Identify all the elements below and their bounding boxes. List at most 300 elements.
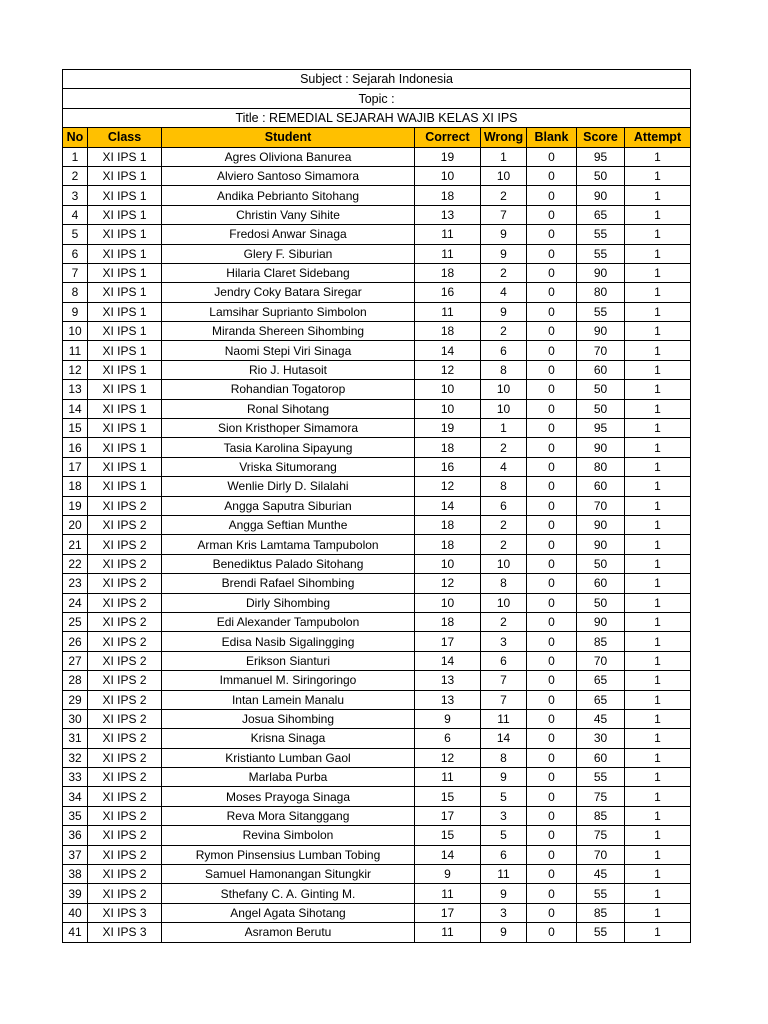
cell-wrong: 2	[481, 612, 527, 631]
cell-attempt: 1	[625, 360, 691, 379]
cell-student: Agres Oliviona Banurea	[162, 147, 415, 166]
cell-no: 26	[63, 632, 88, 651]
cell-no: 7	[63, 263, 88, 282]
cell-student: Fredosi Anwar Sinaga	[162, 225, 415, 244]
cell-score: 70	[577, 496, 625, 515]
cell-class: XI IPS 2	[88, 496, 162, 515]
cell-no: 35	[63, 806, 88, 825]
cell-class: XI IPS 1	[88, 147, 162, 166]
cell-blank: 0	[527, 865, 577, 884]
cell-class: XI IPS 1	[88, 380, 162, 399]
cell-score: 75	[577, 787, 625, 806]
cell-score: 90	[577, 322, 625, 341]
cell-wrong: 6	[481, 845, 527, 864]
column-header-score: Score	[577, 128, 625, 147]
cell-no: 17	[63, 457, 88, 476]
cell-attempt: 1	[625, 166, 691, 185]
cell-attempt: 1	[625, 535, 691, 554]
cell-class: XI IPS 1	[88, 438, 162, 457]
cell-student: Asramon Berutu	[162, 923, 415, 942]
cell-blank: 0	[527, 768, 577, 787]
cell-no: 25	[63, 612, 88, 631]
cell-no: 2	[63, 166, 88, 185]
cell-class: XI IPS 1	[88, 186, 162, 205]
cell-student: Rio J. Hutasoit	[162, 360, 415, 379]
cell-blank: 0	[527, 709, 577, 728]
table-row	[63, 768, 691, 787]
cell-no: 15	[63, 419, 88, 438]
cell-attempt: 1	[625, 341, 691, 360]
cell-wrong: 2	[481, 438, 527, 457]
cell-attempt: 1	[625, 263, 691, 282]
table-row	[63, 341, 691, 360]
cell-blank: 0	[527, 903, 577, 922]
cell-blank: 0	[527, 612, 577, 631]
cell-correct: 10	[415, 554, 481, 573]
cell-student: Tasia Karolina Sipayung	[162, 438, 415, 457]
cell-wrong: 8	[481, 748, 527, 767]
cell-class: XI IPS 2	[88, 845, 162, 864]
table-row	[63, 593, 691, 612]
cell-student: Reva Mora Sitanggang	[162, 806, 415, 825]
cell-score: 65	[577, 690, 625, 709]
cell-wrong: 2	[481, 186, 527, 205]
cell-blank: 0	[527, 360, 577, 379]
cell-no: 28	[63, 671, 88, 690]
cell-score: 50	[577, 380, 625, 399]
cell-score: 55	[577, 923, 625, 942]
cell-student: Benediktus Palado Sitohang	[162, 554, 415, 573]
cell-blank: 0	[527, 225, 577, 244]
cell-class: XI IPS 2	[88, 632, 162, 651]
cell-attempt: 1	[625, 399, 691, 418]
cell-correct: 14	[415, 845, 481, 864]
cell-correct: 12	[415, 477, 481, 496]
cell-wrong: 4	[481, 457, 527, 476]
cell-student: Jendry Coky Batara Siregar	[162, 283, 415, 302]
cell-no: 1	[63, 147, 88, 166]
cell-attempt: 1	[625, 632, 691, 651]
cell-blank: 0	[527, 632, 577, 651]
cell-student: Angga Saputra Siburian	[162, 496, 415, 515]
cell-correct: 18	[415, 515, 481, 534]
cell-class: XI IPS 2	[88, 554, 162, 573]
cell-student: Erikson Sianturi	[162, 651, 415, 670]
cell-attempt: 1	[625, 477, 691, 496]
table-row	[63, 244, 691, 263]
cell-score: 90	[577, 438, 625, 457]
cell-wrong: 3	[481, 632, 527, 651]
cell-wrong: 8	[481, 477, 527, 496]
cell-no: 4	[63, 205, 88, 224]
cell-wrong: 5	[481, 826, 527, 845]
cell-student: Naomi Stepi Viri Sinaga	[162, 341, 415, 360]
cell-attempt: 1	[625, 244, 691, 263]
cell-wrong: 2	[481, 322, 527, 341]
cell-attempt: 1	[625, 438, 691, 457]
cell-class: XI IPS 1	[88, 283, 162, 302]
cell-class: XI IPS 1	[88, 302, 162, 321]
cell-score: 80	[577, 283, 625, 302]
table-row	[63, 263, 691, 282]
cell-wrong: 2	[481, 515, 527, 534]
cell-blank: 0	[527, 244, 577, 263]
cell-blank: 0	[527, 380, 577, 399]
cell-correct: 11	[415, 768, 481, 787]
cell-correct: 15	[415, 787, 481, 806]
cell-attempt: 1	[625, 671, 691, 690]
cell-class: XI IPS 2	[88, 806, 162, 825]
cell-blank: 0	[527, 729, 577, 748]
cell-correct: 18	[415, 186, 481, 205]
cell-blank: 0	[527, 923, 577, 942]
cell-class: XI IPS 1	[88, 341, 162, 360]
cell-blank: 0	[527, 147, 577, 166]
cell-score: 75	[577, 826, 625, 845]
cell-wrong: 7	[481, 671, 527, 690]
cell-attempt: 1	[625, 515, 691, 534]
cell-wrong: 9	[481, 225, 527, 244]
table-row	[63, 457, 691, 476]
cell-student: Marlaba Purba	[162, 768, 415, 787]
cell-score: 70	[577, 341, 625, 360]
cell-student: Krisna Sinaga	[162, 729, 415, 748]
table-row	[63, 729, 691, 748]
cell-wrong: 9	[481, 302, 527, 321]
cell-blank: 0	[527, 535, 577, 554]
cell-wrong: 10	[481, 399, 527, 418]
cell-attempt: 1	[625, 729, 691, 748]
cell-attempt: 1	[625, 806, 691, 825]
cell-attempt: 1	[625, 903, 691, 922]
cell-student: Intan Lamein Manalu	[162, 690, 415, 709]
table-row	[63, 166, 691, 185]
table-row	[63, 205, 691, 224]
cell-class: XI IPS 1	[88, 263, 162, 282]
cell-blank: 0	[527, 806, 577, 825]
cell-attempt: 1	[625, 225, 691, 244]
cell-score: 95	[577, 419, 625, 438]
table-row	[63, 826, 691, 845]
cell-correct: 6	[415, 729, 481, 748]
cell-student: Rohandian Togatorop	[162, 380, 415, 399]
cell-class: XI IPS 1	[88, 322, 162, 341]
cell-score: 90	[577, 263, 625, 282]
cell-student: Vriska Situmorang	[162, 457, 415, 476]
cell-no: 31	[63, 729, 88, 748]
cell-no: 14	[63, 399, 88, 418]
column-header-class: Class	[88, 128, 162, 147]
cell-wrong: 3	[481, 903, 527, 922]
cell-blank: 0	[527, 457, 577, 476]
cell-blank: 0	[527, 477, 577, 496]
cell-blank: 0	[527, 341, 577, 360]
cell-class: XI IPS 2	[88, 574, 162, 593]
cell-no: 5	[63, 225, 88, 244]
cell-score: 50	[577, 593, 625, 612]
cell-correct: 17	[415, 632, 481, 651]
cell-blank: 0	[527, 593, 577, 612]
cell-correct: 12	[415, 360, 481, 379]
cell-score: 30	[577, 729, 625, 748]
cell-blank: 0	[527, 438, 577, 457]
cell-class: XI IPS 2	[88, 865, 162, 884]
table-row	[63, 884, 691, 903]
table-row	[63, 554, 691, 573]
table-row	[63, 748, 691, 767]
table-row	[63, 806, 691, 825]
cell-no: 10	[63, 322, 88, 341]
cell-class: XI IPS 2	[88, 651, 162, 670]
cell-correct: 11	[415, 244, 481, 263]
cell-class: XI IPS 2	[88, 535, 162, 554]
cell-class: XI IPS 1	[88, 399, 162, 418]
cell-student: Immanuel M. Siringoringo	[162, 671, 415, 690]
table-row	[63, 283, 691, 302]
cell-wrong: 6	[481, 651, 527, 670]
cell-correct: 13	[415, 671, 481, 690]
table-row	[63, 671, 691, 690]
cell-correct: 10	[415, 166, 481, 185]
cell-no: 33	[63, 768, 88, 787]
table-row	[63, 186, 691, 205]
cell-score: 85	[577, 806, 625, 825]
score-table	[62, 69, 691, 943]
cell-attempt: 1	[625, 554, 691, 573]
table-row	[63, 399, 691, 418]
cell-correct: 12	[415, 574, 481, 593]
cell-wrong: 14	[481, 729, 527, 748]
cell-attempt: 1	[625, 380, 691, 399]
cell-wrong: 10	[481, 593, 527, 612]
cell-class: XI IPS 1	[88, 419, 162, 438]
cell-class: XI IPS 3	[88, 903, 162, 922]
cell-blank: 0	[527, 283, 577, 302]
cell-blank: 0	[527, 748, 577, 767]
topic-cell: Topic :	[63, 89, 691, 108]
column-header-wrong: Wrong	[481, 128, 527, 147]
cell-no: 24	[63, 593, 88, 612]
cell-correct: 14	[415, 341, 481, 360]
cell-score: 50	[577, 166, 625, 185]
column-header-row	[63, 128, 691, 147]
cell-attempt: 1	[625, 496, 691, 515]
table-row	[63, 923, 691, 942]
cell-score: 70	[577, 651, 625, 670]
table-row	[63, 574, 691, 593]
cell-correct: 10	[415, 399, 481, 418]
cell-attempt: 1	[625, 651, 691, 670]
cell-class: XI IPS 2	[88, 884, 162, 903]
cell-correct: 18	[415, 263, 481, 282]
cell-wrong: 10	[481, 554, 527, 573]
cell-correct: 16	[415, 283, 481, 302]
cell-wrong: 4	[481, 283, 527, 302]
cell-student: Lamsihar Suprianto Simbolon	[162, 302, 415, 321]
cell-score: 60	[577, 477, 625, 496]
cell-score: 65	[577, 671, 625, 690]
cell-class: XI IPS 2	[88, 729, 162, 748]
cell-attempt: 1	[625, 884, 691, 903]
cell-no: 20	[63, 515, 88, 534]
cell-correct: 19	[415, 419, 481, 438]
cell-wrong: 2	[481, 535, 527, 554]
cell-wrong: 10	[481, 380, 527, 399]
cell-no: 37	[63, 845, 88, 864]
cell-blank: 0	[527, 515, 577, 534]
table-row	[63, 535, 691, 554]
cell-blank: 0	[527, 574, 577, 593]
table-row	[63, 496, 691, 515]
cell-class: XI IPS 1	[88, 166, 162, 185]
cell-correct: 13	[415, 690, 481, 709]
cell-score: 50	[577, 554, 625, 573]
cell-attempt: 1	[625, 283, 691, 302]
cell-class: XI IPS 2	[88, 612, 162, 631]
cell-class: XI IPS 1	[88, 205, 162, 224]
cell-student: Andika Pebrianto Sitohang	[162, 186, 415, 205]
cell-no: 39	[63, 884, 88, 903]
cell-student: Christin Vany Sihite	[162, 205, 415, 224]
cell-class: XI IPS 2	[88, 515, 162, 534]
cell-student: Sthefany C. A. Ginting M.	[162, 884, 415, 903]
cell-attempt: 1	[625, 845, 691, 864]
cell-student: Arman Kris Lamtama Tampubolon	[162, 535, 415, 554]
cell-blank: 0	[527, 205, 577, 224]
cell-attempt: 1	[625, 302, 691, 321]
cell-student: Edi Alexander Tampubolon	[162, 612, 415, 631]
cell-attempt: 1	[625, 205, 691, 224]
cell-attempt: 1	[625, 826, 691, 845]
cell-attempt: 1	[625, 748, 691, 767]
cell-score: 55	[577, 302, 625, 321]
cell-correct: 11	[415, 884, 481, 903]
cell-no: 16	[63, 438, 88, 457]
cell-no: 21	[63, 535, 88, 554]
cell-blank: 0	[527, 690, 577, 709]
cell-student: Moses Prayoga Sinaga	[162, 787, 415, 806]
cell-score: 85	[577, 903, 625, 922]
cell-attempt: 1	[625, 923, 691, 942]
cell-class: XI IPS 2	[88, 671, 162, 690]
cell-no: 34	[63, 787, 88, 806]
cell-attempt: 1	[625, 419, 691, 438]
cell-correct: 10	[415, 593, 481, 612]
cell-wrong: 6	[481, 341, 527, 360]
table-row	[63, 477, 691, 496]
cell-class: XI IPS 2	[88, 709, 162, 728]
column-header-student: Student	[162, 128, 415, 147]
cell-blank: 0	[527, 787, 577, 806]
cell-score: 55	[577, 244, 625, 263]
cell-no: 22	[63, 554, 88, 573]
cell-student: Glery F. Siburian	[162, 244, 415, 263]
cell-wrong: 9	[481, 768, 527, 787]
cell-blank: 0	[527, 826, 577, 845]
cell-no: 41	[63, 923, 88, 942]
table-row	[63, 322, 691, 341]
cell-wrong: 5	[481, 787, 527, 806]
cell-student: Hilaria Claret Sidebang	[162, 263, 415, 282]
cell-no: 13	[63, 380, 88, 399]
column-header-correct: Correct	[415, 128, 481, 147]
cell-blank: 0	[527, 845, 577, 864]
cell-class: XI IPS 3	[88, 923, 162, 942]
cell-correct: 9	[415, 709, 481, 728]
cell-correct: 14	[415, 496, 481, 515]
cell-class: XI IPS 1	[88, 244, 162, 263]
cell-no: 18	[63, 477, 88, 496]
cell-attempt: 1	[625, 768, 691, 787]
cell-attempt: 1	[625, 574, 691, 593]
table-row	[63, 865, 691, 884]
table-row	[63, 845, 691, 864]
cell-student: Samuel Hamonangan Situngkir	[162, 865, 415, 884]
cell-attempt: 1	[625, 612, 691, 631]
table-row	[63, 787, 691, 806]
cell-attempt: 1	[625, 186, 691, 205]
cell-no: 27	[63, 651, 88, 670]
cell-wrong: 9	[481, 244, 527, 263]
table-row	[63, 302, 691, 321]
cell-score: 60	[577, 360, 625, 379]
cell-no: 32	[63, 748, 88, 767]
column-header-no: No	[63, 128, 88, 147]
table-row	[63, 147, 691, 166]
cell-score: 80	[577, 457, 625, 476]
title-cell: Title : REMEDIAL SEJARAH WAJIB KELAS XI IPS	[63, 108, 691, 127]
cell-class: XI IPS 1	[88, 477, 162, 496]
cell-student: Sion Kristhoper Simamora	[162, 419, 415, 438]
cell-class: XI IPS 2	[88, 593, 162, 612]
cell-score: 60	[577, 574, 625, 593]
cell-score: 70	[577, 845, 625, 864]
cell-wrong: 8	[481, 574, 527, 593]
cell-blank: 0	[527, 651, 577, 670]
cell-correct: 9	[415, 865, 481, 884]
cell-wrong: 9	[481, 923, 527, 942]
cell-score: 50	[577, 399, 625, 418]
cell-score: 85	[577, 632, 625, 651]
cell-attempt: 1	[625, 457, 691, 476]
cell-class: XI IPS 1	[88, 360, 162, 379]
cell-no: 12	[63, 360, 88, 379]
table-row	[63, 612, 691, 631]
cell-wrong: 7	[481, 205, 527, 224]
cell-no: 6	[63, 244, 88, 263]
table-row	[63, 690, 691, 709]
cell-blank: 0	[527, 166, 577, 185]
table-row	[63, 651, 691, 670]
cell-score: 45	[577, 709, 625, 728]
cell-score: 45	[577, 865, 625, 884]
cell-class: XI IPS 2	[88, 826, 162, 845]
table-row	[63, 419, 691, 438]
cell-class: XI IPS 2	[88, 748, 162, 767]
cell-blank: 0	[527, 399, 577, 418]
cell-wrong: 3	[481, 806, 527, 825]
cell-student: Brendi Rafael Sihombing	[162, 574, 415, 593]
cell-student: Kristianto Lumban Gaol	[162, 748, 415, 767]
table-row	[63, 380, 691, 399]
cell-score: 55	[577, 884, 625, 903]
cell-attempt: 1	[625, 690, 691, 709]
cell-correct: 17	[415, 806, 481, 825]
cell-student: Dirly Sihombing	[162, 593, 415, 612]
cell-correct: 15	[415, 826, 481, 845]
cell-correct: 18	[415, 438, 481, 457]
cell-class: XI IPS 2	[88, 787, 162, 806]
